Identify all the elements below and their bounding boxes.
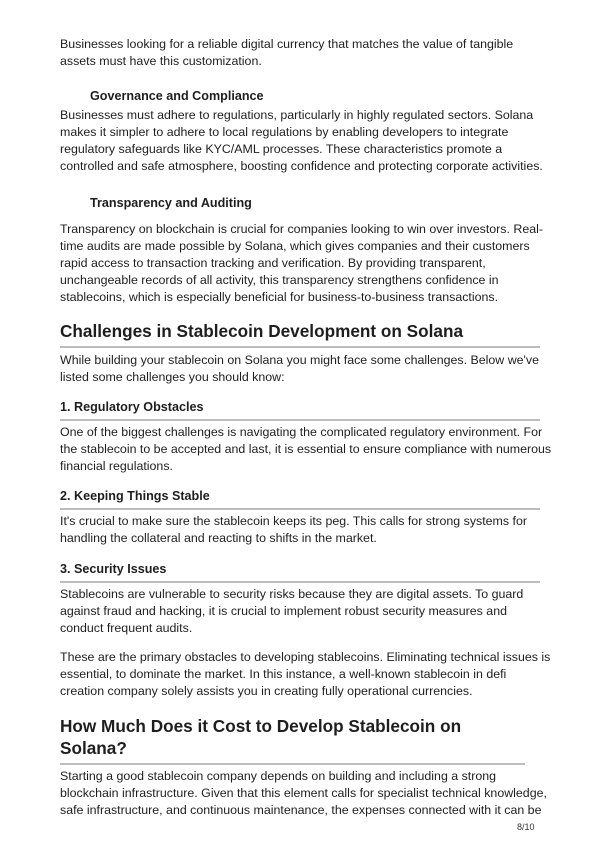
paragraph-transparency [60,221,580,306]
text-line: conduct frequent audits. [60,621,193,635]
page-number: 8/10 [517,822,535,832]
text-line: assets must have this customization. [60,54,262,68]
text-line: Starting a good stablecoin company depends on building and including a strong [60,769,497,783]
paragraph-stable [60,513,580,547]
text-line: regulatory safeguards like KYC/AML processes. These characteristics promote a [60,142,503,156]
text-line: Businesses looking for a reliable digital currency that matches the value of tangible [60,37,514,51]
text-line: creation company solely assists you in creating fully operational currencies. [60,684,473,698]
text-line: handling the collateral and reacting to shifts in the market. [60,531,377,545]
text-line: Transparency on blockchain is crucial for companies looking to win over investors. Real- [60,222,543,236]
paragraph-challenges-intro [60,352,580,386]
text-line: Businesses must adhere to regulations, particularly in highly regulated sectors. Solana [60,108,534,122]
paragraph-security [60,586,580,637]
text-line: time audits are made possible by Solana, which gives companies and their customers [60,239,530,253]
text-line: against fraud and hacking, it is crucial to implement robust security measures and [60,604,507,618]
heading-governance: Governance and Compliance [90,89,264,103]
text-line: While building your stablecoin on Solana you might face some challenges. Below we've [60,353,539,367]
heading-security-issues: 3. Security Issues [60,561,540,583]
text-line: stablecoins, which is especially beneficial for business-to-business transactions. [60,290,499,304]
text-line: rapid access to transaction tracking and verification. By providing transparent, [60,256,486,270]
text-line: These are the primary obstacles to developing stablecoins. Eliminating technical issues is [60,650,551,664]
heading-cost: How Much Does it Cost to Develop Stablecoin on Solana? [60,715,525,765]
heading-challenges: Challenges in Stablecoin Development on Solana [60,320,540,348]
text-line: makes it simpler to adhere to local regulations by enabling developers to integrate [60,125,509,139]
paragraph-cost [60,768,580,819]
text-line: essential, to dominate the market. In this instance, a well-known stablecoin in defi [60,667,507,681]
heading-regulatory-obstacles: 1. Regulatory Obstacles [60,399,540,421]
paragraph-customization [60,36,580,70]
text-line: listed some challenges you should know: [60,370,285,384]
text-line: controlled and safe atmosphere, boosting confidence and protecting corporate activities. [60,159,543,173]
text-line: the stablecoin to be accepted and last, it is essential to ensure compliance with numerous [60,442,552,456]
heading-transparency: Transparency and Auditing [90,196,252,210]
text-line: One of the biggest challenges is navigating the complicated regulatory environment. For [60,425,543,439]
text-line: financial regulations. [60,459,173,473]
heading-keeping-stable: 2. Keeping Things Stable [60,488,540,510]
paragraph-regulatory [60,424,580,475]
text-line: blockchain infrastructure. Given that this element calls for specialist technical knowledge, [60,786,547,800]
paragraph-obstacles-summary [60,649,580,700]
text-line: safe infrastructure, and continuous maintenance, the expenses connected with it can be [60,803,542,817]
text-line: unchangeable records of all activity, this transparency strengthens confidence in [60,273,499,287]
text-line: Stablecoins are vulnerable to security risks because they are digital assets. To guard [60,587,524,601]
text-line: It's crucial to make sure the stablecoin keeps its peg. This calls for strong systems for [60,514,527,528]
paragraph-governance [60,107,580,175]
document-body [60,0,580,819]
